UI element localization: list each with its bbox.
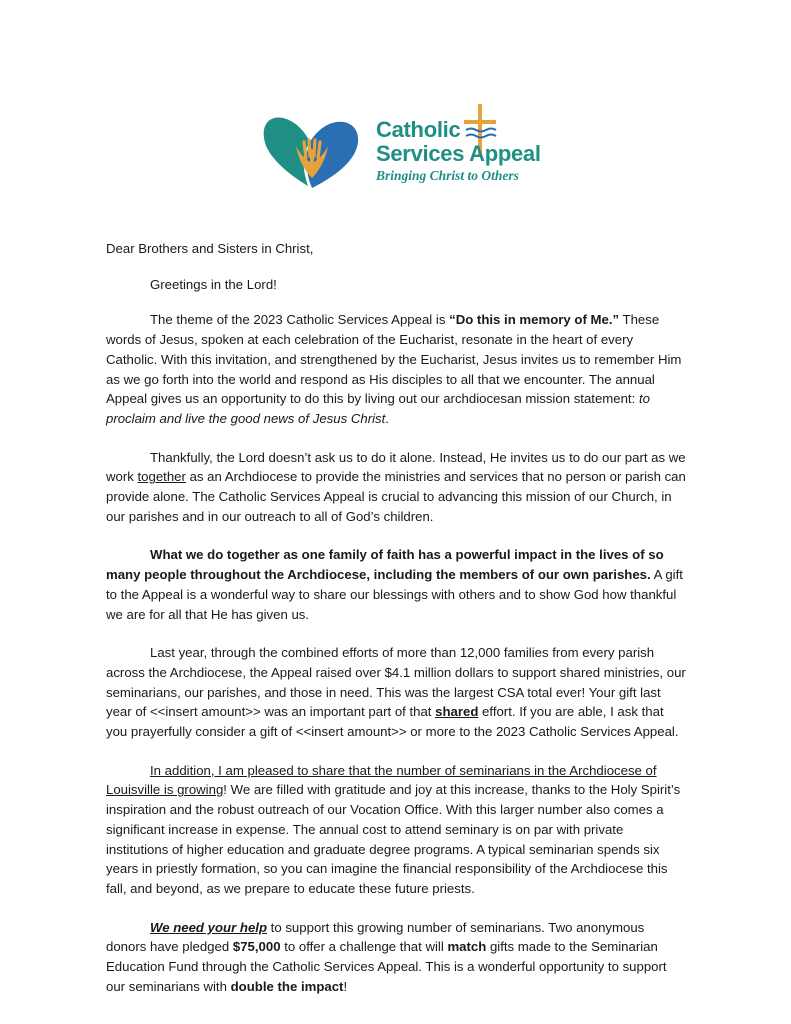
- text: to offer a challenge that will: [280, 939, 448, 955]
- seminarians-growing: In addition, I am pleased to share that the number of seminarians in the Archdiocese of Louisville is growing: [106, 762, 657, 798]
- paragraph-help: [106, 918, 686, 997]
- paragraph-together: [106, 448, 686, 527]
- letter-body: [106, 239, 686, 1016]
- pledge-amount: $75,000: [232, 939, 281, 955]
- logo-tagline: Bringing Christ to Others: [376, 168, 519, 183]
- text: gifts made to the Seminarian Education Fund through the Catholic Services Appeal. This is a wonderful opportunity to support our seminarians with: [106, 939, 667, 994]
- mission-statement: to proclaim and live the good news of Jesus Christ: [106, 391, 650, 426]
- paragraph-theme: [106, 310, 686, 428]
- csa-logo: [262, 102, 541, 190]
- together-emphasis: together: [137, 469, 186, 485]
- logo-line-2: Services Appeal: [376, 141, 541, 166]
- double-impact: double the impact: [230, 978, 344, 994]
- text: effort. If you are able, I ask that you prayerfully consider a gift of <<insert amount>> or more to the 2023 Catholic Services Appeal.: [106, 704, 679, 740]
- text: Thankfully, the Lord doesn’t ask us to do it alone. Instead, He invites us to do our part as we work: [106, 449, 686, 485]
- paragraph-impact: [106, 545, 686, 624]
- impact-emphasis: What we do together as one family of faith has a powerful impact in the lives of so many people throughout the Archdiocese, including the members of our own parishes.: [106, 547, 664, 583]
- theme-quote: “Do this in memory of Me.”: [449, 312, 620, 328]
- greeting: Greetings in the Lord!: [150, 276, 277, 292]
- text: .: [385, 410, 389, 426]
- shared-emphasis: shared: [435, 704, 479, 720]
- logo-wordmark: [376, 118, 541, 185]
- paragraph-seminarians: [106, 761, 686, 899]
- text: to support this growing number of seminarians. Two anonymous donors have pledged: [106, 919, 645, 955]
- text: ! We are filled with gratitude and joy at this increase, thanks to the Holy Spirit’s inspiration and the robust outreach of our Vocation Office. With this larger number also comes a significant increase in expense. The annual cost to attend seminary is on par with private institutions of higher education and graduate degree programs. A typical seminarian spends six years in priestly formation, so you can imagine the financial responsibility of the Archdiocese this fall, and beyond, as we prepare to educate these future priests.: [106, 782, 681, 896]
- logo-line-1: Catholic: [376, 117, 461, 142]
- text: as an Archdiocese to provide the ministries and services that no person or parish can provide alone. The Catholic Services Appeal is crucial to advancing this mission of our Church, in our parishes and in our outreach to all of God’s children.: [106, 469, 686, 524]
- need-help-emphasis: We need your help: [150, 919, 268, 935]
- salutation: Dear Brothers and Sisters in Christ,: [106, 241, 314, 256]
- paragraph-last-year: [106, 643, 686, 742]
- text: Last year, through the combined efforts of more than 12,000 families from every parish across the Archdiocese, the Appeal raised over $4.1 million dollars to support shared ministries, our seminarians, our parishes, and those in need. This was the largest CSA total ever! Your gift last year of <<insert amount>> was an important part of that: [106, 645, 686, 720]
- text: These words of Jesus, spoken at each celebration of the Eucharist, resonate in the heart of every Catholic. With this invitation, and strengthened by the Eucharist, Jesus invites us to remember Him as we go forth into the world and respond as His disciples to all that we encounter. The annual Appeal gives us an opportunity to do this by living out our archdiocesan mission statement:: [106, 312, 682, 407]
- match-emphasis: match: [447, 939, 487, 955]
- text: !: [343, 978, 348, 994]
- text: The theme of the 2023 Catholic Services Appeal is: [150, 312, 450, 328]
- text: A gift to the Appeal is a wonderful way to share our blessings with others and to show God how thankful we are for all that He has given us.: [106, 567, 683, 622]
